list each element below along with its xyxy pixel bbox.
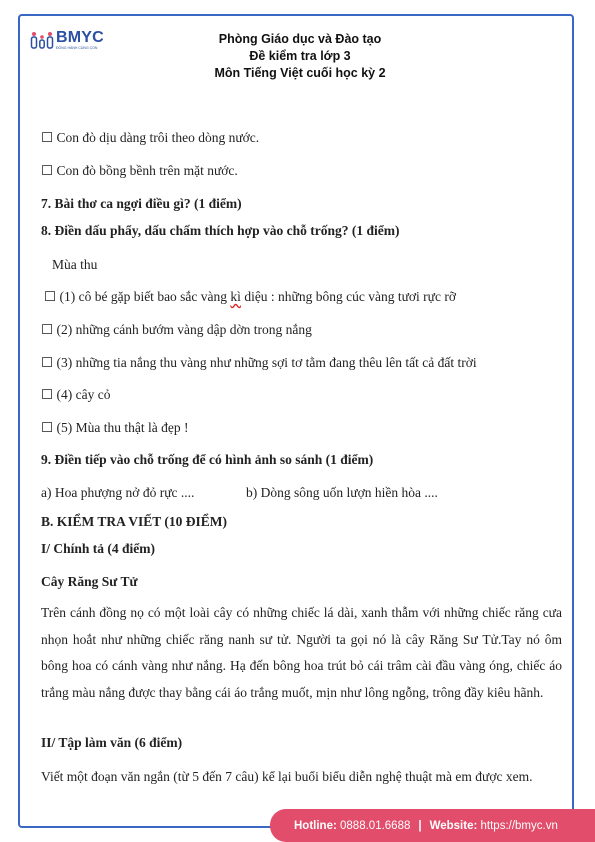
blank-item-5: ☐ (5) Mùa thu thật là đẹp ! [41,420,189,435]
part-2-heading: II/ Tập làm văn (6 điểm) [41,735,183,750]
header-subject: Môn Tiếng Việt cuối học kỳ 2 [214,66,386,80]
blank-item-3: ☐ (3) những tia nắng thu vàng như những sợi tơ tằm đang thêu lên tất cả đất trời [41,355,477,370]
website-link[interactable]: https://bmyc.vn [480,819,558,832]
logo-figures-icon [30,30,54,50]
contact-footer [270,809,595,842]
footer-separator: | [418,819,422,832]
hotline-number[interactable]: 0888.01.6688 [340,819,411,832]
blank-item-4: ☐ (4) cây cỏ [41,387,111,402]
blank-item-1 [44,289,456,305]
question-8: 8. Điền dấu phẩy, dấu chấm thích hợp vào chỗ trống? (1 điểm) [41,223,400,238]
brand-logo [30,30,104,51]
blank-item-1-start: ☐ (1) cô bé gặp biết bao sắc vàng [44,289,231,304]
header-department: Phòng Giáo dục và Đào tạo [218,32,382,46]
part-1-heading: I/ Chính tả (4 điểm) [41,541,156,556]
question-7: 7. Bài thơ ca ngợi điều gì? (1 điểm) [41,196,242,211]
spellcheck-word: kì [230,289,241,304]
blank-item-1-end: diệu : những bông cúc vàng tươi rực rỡ [240,289,456,304]
blank-item-2: ☐ (2) những cánh bướm vàng dập dờn trong nắng [41,322,312,337]
question-9a: a) Hoa phượng nở đỏ rực .... [41,485,195,500]
question-9b: b) Dòng sông uốn lượn hiền hòa .... [246,485,438,500]
brand-name: BMYC [56,29,104,46]
document-header [180,31,420,82]
answer-option: ☐ Con đò dịu dàng trôi theo dòng nước. [41,130,260,145]
website-label: Website: [429,819,478,832]
brand-tagline: ĐỒNG HÀNH CÙNG CON [56,46,98,50]
essay-prompt: Viết một đoạn văn ngắn (từ 5 đến 7 câu) kể lại buổi biểu diễn nghệ thuật mà em được xem. [41,769,533,784]
answer-option: ☐ Con đò bồng bềnh trên mặt nước. [41,163,238,178]
hotline-label: Hotline: [294,819,337,832]
section-b-heading: B. KIỂM TRA VIẾT (10 ĐIỂM) [41,514,228,529]
question-9: 9. Điền tiếp vào chỗ trống để có hình ảnh so sánh (1 điểm) [41,452,374,467]
passage-title: Mùa thu [52,257,98,272]
dictation-title: Cây Răng Sư Tử [41,574,138,589]
dictation-text: Trên cánh đồng nọ có một loài cây có những chiếc lá dài, xanh thẫm với những chiếc răng cưa nhọn hoắt như những chiếc răng nanh sư tử. Người ta gọi nó là cây Răng Sư Tử.Tay nó ôm bông hoa có cánh vàng như nắng. Hạ đến bông hoa trút bỏ cái trâm cài đầu vàng óng, chiếc áo trắng màu nắng được thay bằng cái áo trắng muốt, mịn như lông ngỗng, trông đầy kiêu hãnh. [41,605,562,700]
header-exam-title: Đề kiểm tra lớp 3 [249,49,351,63]
